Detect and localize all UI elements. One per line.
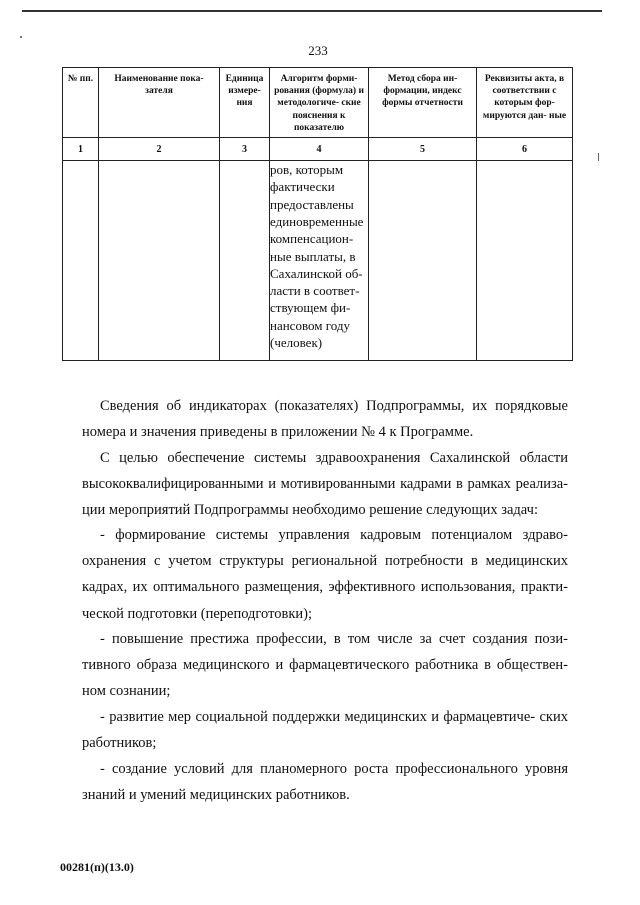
column-number-4: 4 xyxy=(270,138,369,161)
header-cell-method: Метод сбора ин- формации, индекс формы отчетности xyxy=(369,68,477,138)
table-row xyxy=(63,161,573,361)
header-cell-number: № пп. xyxy=(63,68,99,138)
indicator-table xyxy=(62,67,572,361)
header-cell-algorithm: Алгоритм форми- рования (формула) и методологиче- ские пояснения к показателю xyxy=(270,68,369,138)
column-number-3: 3 xyxy=(220,138,270,161)
row-cell-name xyxy=(99,161,220,361)
row-cell-algorithm: ров, которым фактически предоставлены единовременные компенсацион- ные выплаты, в Сахалинской об- ласти в соответ- ствующем фи- нансовом году (человек) xyxy=(270,161,369,361)
page-number: 233 xyxy=(308,43,328,58)
table-header-row xyxy=(63,68,573,138)
row-cell-method xyxy=(369,161,477,361)
top-rule xyxy=(22,10,602,12)
document-code: 00281(п)(13.0) xyxy=(60,860,134,874)
scan-speck xyxy=(20,36,22,38)
scan-mark xyxy=(598,153,599,161)
column-number-5: 5 xyxy=(369,138,477,161)
list-item-task-1: - формирование системы управления кадровым потенциалом здраво- охранения с учетом структуры региональной потребности в медицинских кадрах, их оптимального размещения, эффективного использования, практи- ческой подготовки (переподготовки); xyxy=(82,527,568,622)
row-cell-requisites xyxy=(477,161,573,361)
row-cell-number xyxy=(63,161,99,361)
row-cell-unit xyxy=(220,161,270,361)
paragraph-goals: С целью обеспечение системы здравоохранения Сахалинской области высококвалифицированными и мотивированными кадрами в рамках реализа- ции мероприятий Подпрограммы необходимо решение следующих задач: xyxy=(82,450,568,519)
table-number-row xyxy=(63,138,573,161)
header-cell-requisites: Реквизиты акта, в соответствии с которым фор- мируются дан- ные xyxy=(477,68,573,138)
column-number-2: 2 xyxy=(99,138,220,161)
list-item-task-3: - развитие мер социальной поддержки медицинских и фармацевтиче- ских работников; xyxy=(82,709,568,752)
paragraph-indicators: Сведения об индикаторах (показателях) Подпрограммы, их порядковые номера и значения приведены в приложении № 4 к Программе. xyxy=(82,398,568,441)
list-item-task-2: - повышение престижа профессии, в том числе за счет создания пози- тивного образа медицинского и фармацевтического работника в обществен- ном сознании; xyxy=(82,631,568,700)
column-number-1: 1 xyxy=(63,138,99,161)
column-number-6: 6 xyxy=(477,138,573,161)
header-cell-name: Наименование пока- зателя xyxy=(99,68,220,138)
list-item-task-4: - создание условий для планомерного роста профессионального уровня знаний и умений медицинских работников. xyxy=(82,761,568,804)
header-cell-unit: Единица измере- ния xyxy=(220,68,270,138)
